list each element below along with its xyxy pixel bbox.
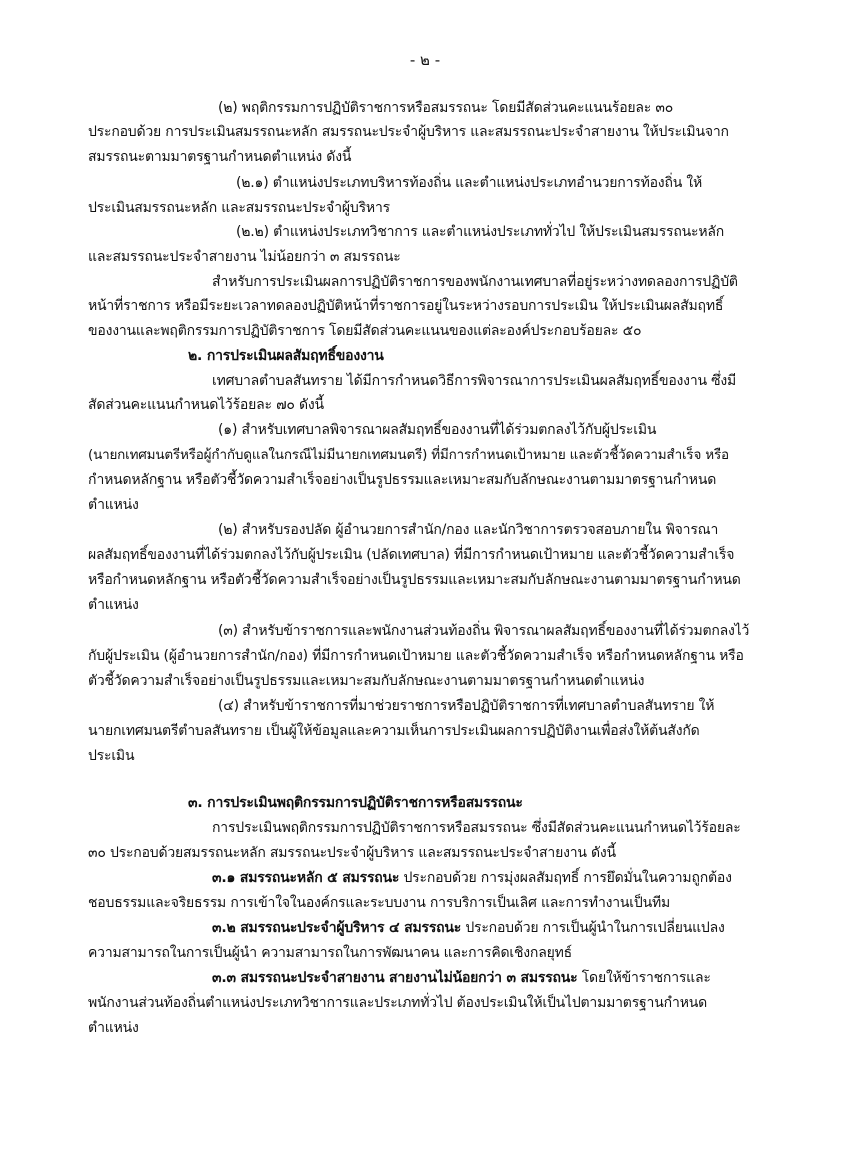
subsection-label: ๓.๒ สมรรถนะประจำผู้บริหาร ๔ สมรรถนะ: [212, 920, 462, 936]
text-line: การประเมินพฤติกรรมการปฏิบัติราชการหรือสมรรถนะ ซึ่งมีสัดส่วนคะแนนกำหนดไว้ร้อยละ: [212, 820, 741, 836]
text-line: (๔) สำหรับข้าราชการที่มาช่วยราชการหรือปฏิบัติราชการที่เทศบาลตำบลสันทราย ให้: [218, 698, 715, 714]
subsection-text: ประกอบด้วย การมุ่งผลสัมฤทธิ์ การยึดมั่นในความถูกต้อง: [399, 870, 732, 886]
text-line: (นายกเทศมนตรีหรือผู้กำกับดูแลในกรณีไม่มีนายกเทศมนตรี) ที่มีการกำหนดเป้าหมาย และตัวชี้วัดความสำเร็จ หรือ: [88, 447, 729, 463]
text-line: ๓๐ ประกอบด้วยสมรรถนะหลัก สมรรถนะประจำผู้บริหาร และสมรรถนะประจำสายงาน ดังนี้: [88, 845, 616, 861]
text-line: ประเมินสมรรถนะหลัก และสมรรถนะประจำผู้บริหาร: [88, 200, 390, 216]
subsection-label: ๓.๓ สมรรถนะประจำสายงาน สายงานไม่น้อยกว่า ๓ สมรรถนะ: [212, 970, 578, 986]
text-line: สำหรับการประเมินผลการปฏิบัติราชการของพนักงานเทศบาลที่อยู่ระหว่างทดลองการปฏิบัติ: [212, 274, 738, 290]
text-line: ตำแหน่ง: [88, 597, 139, 613]
text-line: และสมรรถนะประจำสายงาน ไม่น้อยกว่า ๓ สมรรถนะ: [88, 249, 401, 265]
text-line: กำหนดหลักฐาน หรือตัวชี้วัดความสำเร็จอย่างเป็นรูปธรรมและเหมาะสมกับลักษณะงานตามมาตรฐานกำหนด: [88, 472, 717, 488]
text-line: ตำแหน่ง: [88, 497, 139, 513]
text-line: พนักงานส่วนท้องถิ่นตำแหน่งประเภทวิชาการและประเภททั่วไป ต้องประเมินให้เป็นไปตามมาตรฐานกำหนด: [88, 995, 708, 1011]
text-line: ตัวชี้วัดความสำเร็จอย่างเป็นรูปธรรมและเหมาะสมกับลักษณะงานตามมาตรฐานกำหนดตำแหน่ง: [88, 673, 645, 689]
text-line: (๒.๑) ตำแหน่งประเภทบริหารท้องถิ่น และตำแหน่งประเภทอำนวยการท้องถิ่น ให้: [236, 175, 703, 191]
text-line: (๒) สำหรับรองปลัด ผู้อำนวยการสำนัก/กอง และนักวิชาการตรวจสอบภายใน พิจารณา: [218, 522, 719, 538]
text-line: ประเมิน: [88, 748, 135, 764]
section-heading: ๓. การประเมินพฤติกรรมการปฏิบัติราชการหรือสมรรถนะ: [188, 795, 523, 811]
text-line: [212, 918, 725, 938]
subsection-text: ประกอบด้วย การเป็นผู้นำในการเปลี่ยนแปลง: [461, 920, 725, 936]
page-number: - ๒ -: [409, 51, 441, 69]
text-line: กับผู้ประเมิน (ผู้อำนวยการสำนัก/กอง) ที่มีการกำหนดเป้าหมาย และตัวชี้วัดความสำเร็จ หรือกำหนดหลักฐาน หรือ: [88, 648, 744, 664]
text-line: เทศบาลตำบลสันทราย ได้มีการกำหนดวิธีการพิจารณาการประเมินผลสัมฤทธิ์ของงาน ซึ่งมี: [212, 373, 737, 389]
text-line: (๒.๒) ตำแหน่งประเภทวิชาการ และตำแหน่งประเภททั่วไป ให้ประเมินสมรรถนะหลัก: [236, 224, 724, 240]
subsection-label: ๓.๑ สมรรถนะหลัก ๕ สมรรถนะ: [212, 870, 400, 886]
text-line: (๑) สำหรับเทศบาลพิจารณาผลสัมฤทธิ์ของงานที่ได้ร่วมตกลงไว้กับผู้ประเมิน: [218, 422, 657, 438]
text-line: หรือกำหนดหลักฐาน หรือตัวชี้วัดความสำเร็จอย่างเป็นรูปธรรมและเหมาะสมกับลักษณะงานตามมาตรฐานกำหนด: [88, 572, 741, 588]
text-line: ของงานและพฤติกรรมการปฏิบัติราชการ โดยมีสัดส่วนคะแนนของแต่ละองค์ประกอบร้อยละ ๕๐: [88, 323, 642, 339]
text-line: ความสามารถในการเป็นผู้นำ ความสามารถในการพัฒนาคน และการคิดเชิงกลยุทธ์: [88, 945, 572, 961]
subsection-text: โดยให้ข้าราชการและ: [577, 970, 711, 986]
text-line: สมรรถนะตามมาตรฐานกำหนดตำแหน่ง ดังนี้: [88, 149, 352, 165]
text-line: (๓) สำหรับข้าราชการและพนักงานส่วนท้องถิ่น พิจารณาผลสัมฤทธิ์ของงานที่ได้ร่วมตกลงไว้: [218, 623, 750, 639]
text-line: (๒) พฤติกรรมการปฏิบัติราชการหรือสมรรถนะ โดยมีสัดส่วนคะแนนร้อยละ ๓๐: [218, 100, 674, 116]
text-line: [212, 868, 732, 888]
text-line: [212, 968, 711, 988]
section-heading: ๒. การประเมินผลสัมฤทธิ์ของงาน: [188, 348, 384, 364]
text-line: ชอบธรรมและจริยธรรม การเข้าใจในองค์กรและระบบงาน การบริการเป็นเลิศ และการทำงานเป็นทีม: [88, 895, 670, 911]
text-line: หน้าที่ราชการ หรือมีระยะเวลาทดลองปฏิบัติหน้าที่ราชการอยู่ในระหว่างรอบการประเมิน ให้ประเมินผลสัมฤทธิ์: [88, 298, 724, 314]
text-line: สัดส่วนคะแนนกำหนดไว้ร้อยละ ๗๐ ดังนี้: [88, 397, 324, 413]
text-line: ตำแหน่ง: [88, 1020, 139, 1036]
text-line: ผลสัมฤทธิ์ของงานที่ได้ร่วมตกลงไว้กับผู้ประเมิน (ปลัดเทศบาล) ที่มีการกำหนดเป้าหมาย และตัวชี้วัดความสำเร็จ: [88, 547, 735, 563]
text-line: ประกอบด้วย การประเมินสมรรถนะหลัก สมรรถนะประจำผู้บริหาร และสมรรถนะประจำสายงาน ให้ประเมินจาก: [88, 124, 729, 140]
text-line: นายกเทศมนตรีตำบลสันทราย เป็นผู้ให้ข้อมูลและความเห็นการประเมินผลการปฏิบัติงานเพื่อส่งให้ต้นสังกัด: [88, 723, 700, 739]
